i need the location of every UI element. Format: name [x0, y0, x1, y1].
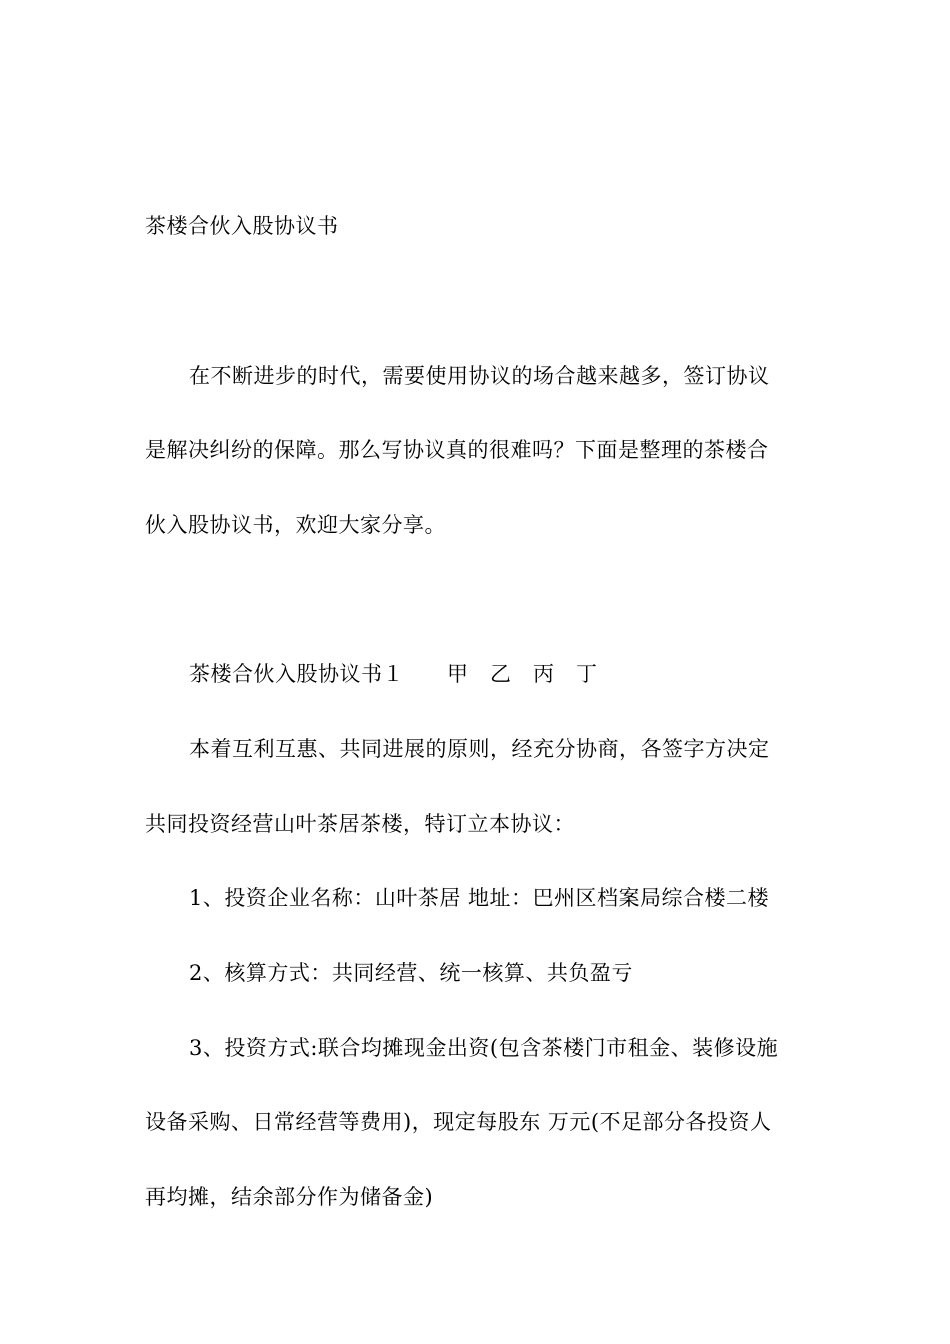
body-line-6: 设备采购、日常经营等费用)，现定每股东 万元(不足部分各投资人 [145, 1110, 772, 1134]
section-heading: 茶楼合伙入股协议书１ 甲 乙 丙 丁 [189, 662, 598, 686]
body-line-5: 3、投资方式:联合均摊现金出资(包含茶楼门市租金、装修设施 [189, 1036, 779, 1060]
intro-line-2: 是解决纠纷的保障。那么写协议真的很难吗？下面是整理的茶楼合 [145, 438, 769, 462]
body-line-1: 本着互利互惠、共同进展的原则，经充分协商，各签字方决定 [189, 737, 770, 761]
body-line-7: 再均摊，结余部分作为储备金) [145, 1185, 434, 1209]
body-line-3: 1、投资企业名称：山叶茶居 地址：巴州区档案局综合楼二楼 [189, 886, 770, 910]
body-line-4: 2、核算方式：共同经营、统一核算、共负盈亏 [189, 961, 633, 985]
body-line-2: 共同投资经营山叶茶居茶楼，特订立本协议： [145, 812, 575, 836]
document-title: 茶楼合伙入股协议书 [145, 214, 339, 238]
intro-line-3: 伙入股协议书，欢迎大家分享。 [145, 513, 446, 537]
intro-line-1: 在不断进步的时代，需要使用协议的场合越来越多，签订协议 [189, 364, 770, 388]
